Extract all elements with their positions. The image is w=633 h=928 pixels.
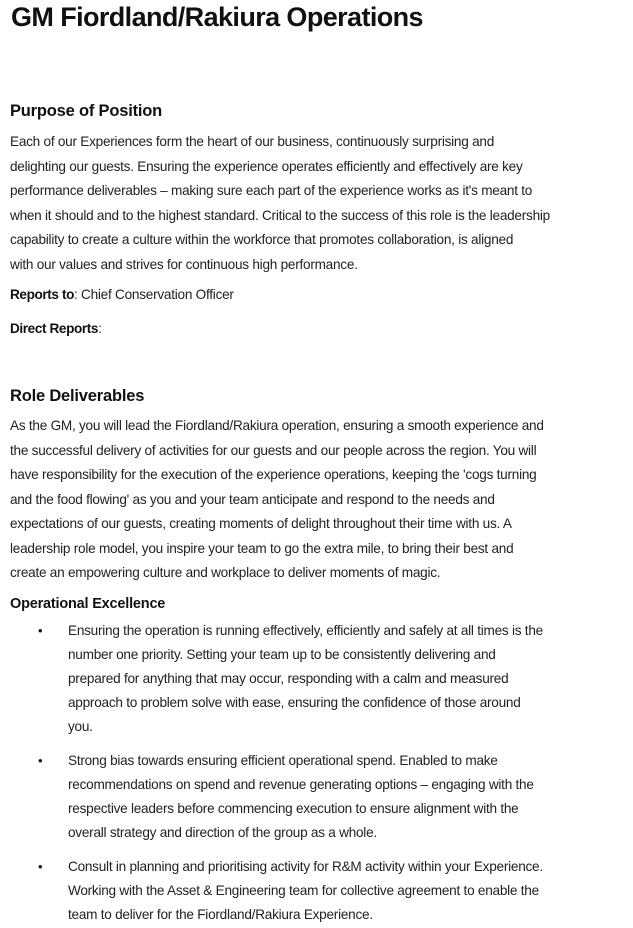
role-line: leadership role model, you inspire your team to go the extra mile, to bring their best and bbox=[10, 540, 514, 556]
bullet-line: prepared for anything that may occur, responding with a calm and measured bbox=[68, 671, 509, 686]
purpose-paragraph bbox=[10, 130, 630, 277]
page-title: GM Fiordland/Rakiura Operations bbox=[11, 2, 423, 32]
purpose-line: capability to create a culture within the workforce that promotes collaboration, is aligned bbox=[10, 232, 514, 247]
role-deliverables-heading: Role Deliverables bbox=[10, 387, 145, 405]
purpose-heading: Purpose of Position bbox=[10, 102, 163, 120]
bullet-text bbox=[68, 619, 630, 739]
bullet-line: overall strategy and direction of the group as a whole. bbox=[68, 825, 377, 840]
reports-to-value: : Chief Conservation Officer bbox=[73, 287, 234, 302]
role-paragraph bbox=[10, 414, 630, 586]
bullet-line: you. bbox=[68, 719, 93, 734]
role-line: have responsibility for the execution of the experience operations, keeping the 'cogs turning bbox=[10, 467, 537, 482]
bullet-line: Strong bias towards ensuring efficient operational spend. Enabled to make bbox=[68, 753, 498, 768]
bullet-line: respective leaders before commencing execution to ensure alignment with the bbox=[68, 801, 519, 816]
role-line: As the GM, you will lead the Fiordland/Rakiura operation, ensuring a smooth experience and bbox=[10, 418, 544, 433]
bullet-line: team to deliver for the Fiordland/Rakiura Experience. bbox=[68, 907, 373, 922]
purpose-line: delighting our guests. Ensuring the experience operates efficiently and effectively are key bbox=[10, 158, 523, 174]
bullet-icon: • bbox=[38, 623, 43, 638]
purpose-line: with our values and strives for continuous high performance. bbox=[10, 256, 358, 272]
bullet-line: Working with the Asset & Engineering team for collective agreement to enable the bbox=[68, 883, 539, 898]
purpose-line: performance deliverables – making sure each part of the experience works as it's meant to bbox=[10, 183, 533, 198]
reports-to-row bbox=[10, 287, 234, 302]
purpose-line: Each of our Experiences form the heart of our business, continuously surprising and bbox=[10, 134, 495, 149]
role-line: expectations of our guests, creating moments of delight throughout their time with us. A bbox=[10, 516, 512, 531]
bullet-line: number one priority. Setting your team up to be consistently delivering and bbox=[68, 647, 496, 662]
bullet-icon: • bbox=[38, 859, 43, 874]
bullet-line: Consult in planning and prioritising activity for R&M activity within your Experience. bbox=[68, 859, 543, 874]
bullet-line: recommendations on spend and revenue generating options – engaging with the bbox=[68, 777, 534, 792]
bullet-icon: • bbox=[38, 753, 43, 768]
direct-reports-label: Direct Reports bbox=[10, 321, 99, 336]
role-line: create an empowering culture and workplace to deliver moments of magic. bbox=[10, 565, 441, 580]
reports-to-label: Reports to bbox=[10, 287, 74, 302]
direct-reports-value: : bbox=[98, 321, 102, 336]
bullet-text bbox=[68, 855, 630, 927]
bullet-line: Ensuring the operation is running effectively, efficiently and safely at all times is the bbox=[68, 623, 543, 638]
role-line: the successful delivery of activities for our guests and our people across the region. You will bbox=[10, 442, 537, 458]
operational-excellence-heading: Operational Excellence bbox=[10, 596, 166, 612]
bullet-text bbox=[68, 749, 630, 845]
purpose-line: when it should and to the highest standard. Critical to the success of this role is the leadership bbox=[10, 207, 550, 223]
role-line: and the food flowing' as you and your team anticipate and respond to the needs and bbox=[10, 491, 495, 507]
direct-reports-row bbox=[10, 321, 102, 336]
bullet-line: approach to problem solve with ease, ensuring the confidence of those around bbox=[68, 695, 521, 710]
